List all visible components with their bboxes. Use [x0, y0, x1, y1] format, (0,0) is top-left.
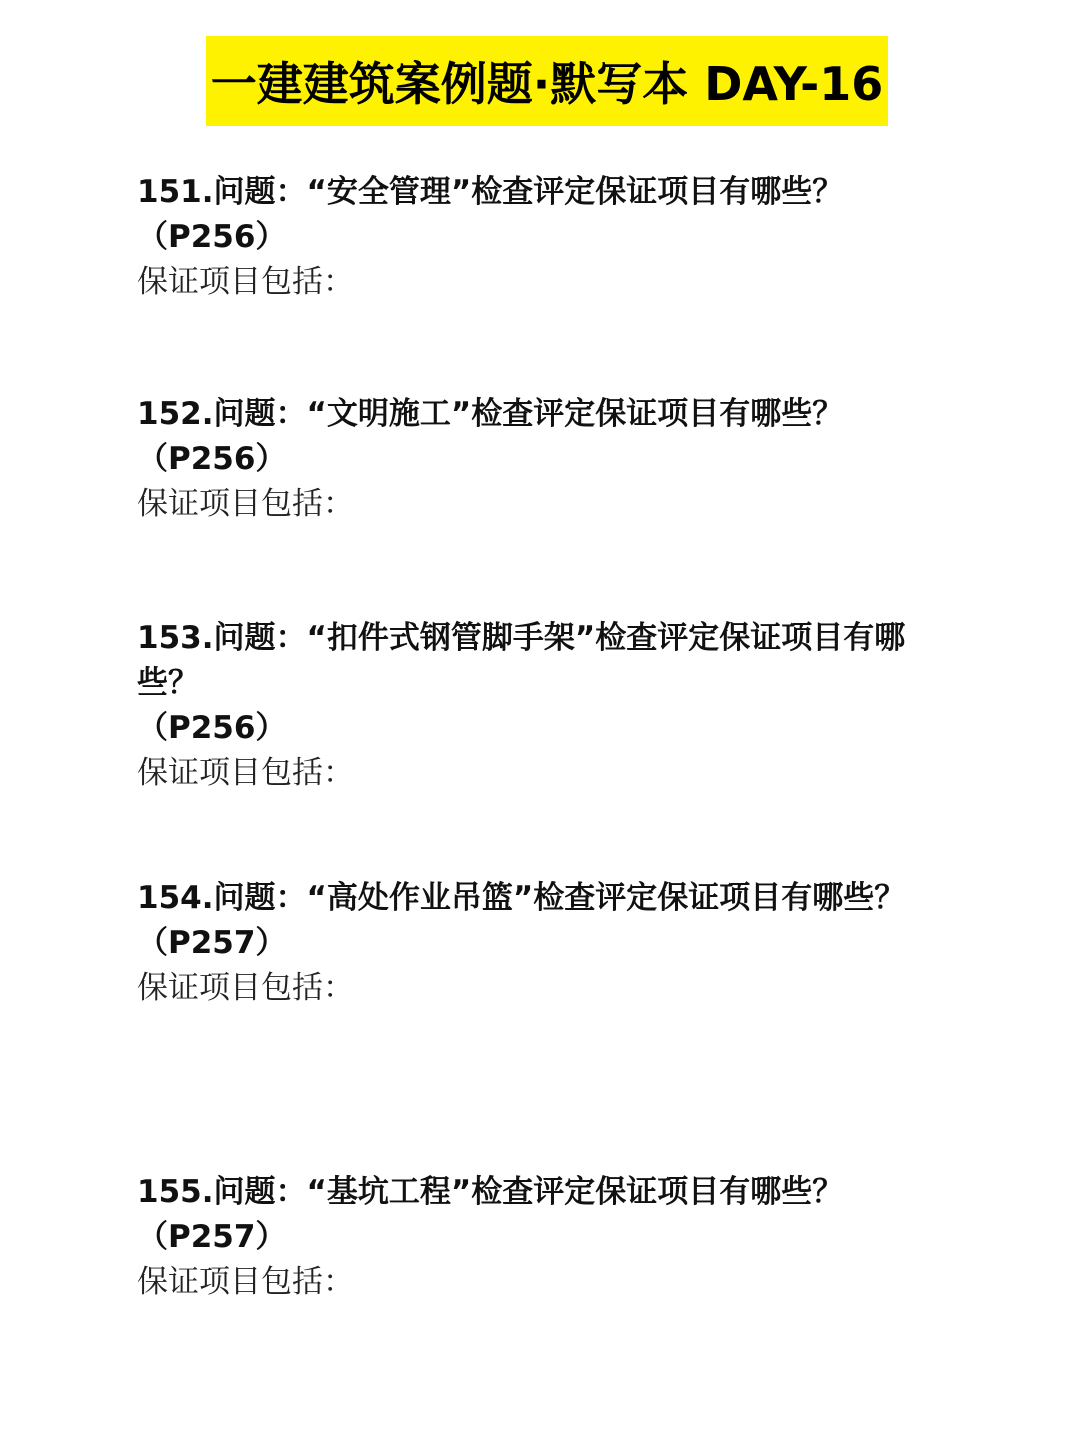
question-text	[137, 876, 967, 966]
page-title: 一建建筑案例题·默写本 DAY-16	[210, 57, 884, 111]
question-block	[137, 616, 967, 796]
question-body: 154.问题：“高处作业吊篮”检查评定保证项目有哪些？	[137, 880, 906, 916]
page-reference: （P256）	[137, 710, 287, 746]
question-body: 155.问题：“基坑工程”检查评定保证项目有哪些？	[137, 1174, 844, 1210]
title-banner	[206, 36, 888, 126]
page-reference: （P256）	[137, 441, 287, 477]
question-body: 151.问题：“安全管理”检查评定保证项目有哪些？	[137, 174, 844, 210]
question-text	[137, 616, 967, 751]
page-reference: （P257）	[137, 1219, 287, 1255]
question-block	[137, 392, 967, 527]
question-text	[137, 170, 967, 260]
question-block	[137, 876, 967, 1011]
question-text	[137, 392, 967, 482]
answer-label: 保证项目包括：	[137, 264, 354, 300]
answer-label: 保证项目包括：	[137, 970, 354, 1006]
question-text	[137, 1170, 967, 1260]
answer-label: 保证项目包括：	[137, 755, 354, 791]
question-body: 152.问题：“文明施工”检查评定保证项目有哪些？	[137, 396, 844, 432]
question-block	[137, 1170, 967, 1305]
question-body: 153.问题：“扣件式钢管脚手架”检查评定保证项目有哪些？	[137, 620, 906, 701]
question-block	[137, 170, 967, 305]
answer-label: 保证项目包括：	[137, 1264, 354, 1300]
page-reference: （P257）	[137, 925, 287, 961]
page-reference: （P256）	[137, 219, 287, 255]
answer-label: 保证项目包括：	[137, 486, 354, 522]
